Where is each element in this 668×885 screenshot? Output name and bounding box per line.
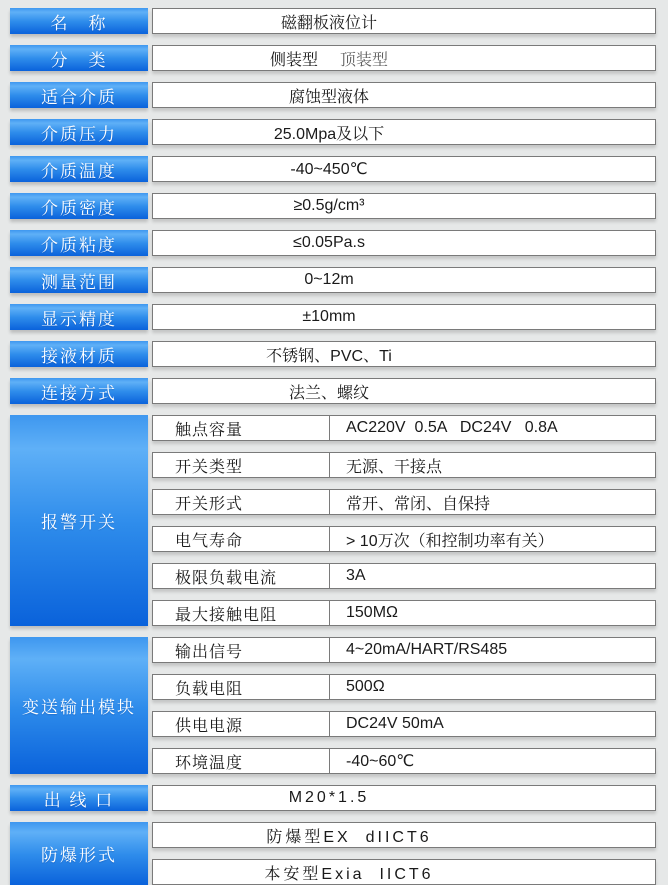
sub-value: 无源、干接点 bbox=[346, 458, 443, 476]
sub-label: 环境温度 bbox=[153, 749, 330, 773]
spec-value bbox=[152, 45, 656, 71]
sub-value: > 10万次（和控制功率有关） bbox=[346, 532, 554, 550]
group-label: 报警开关 bbox=[10, 415, 148, 626]
sub-row-max-contact-resistance bbox=[152, 600, 656, 626]
spec-value: 0~12m bbox=[152, 267, 656, 293]
group-label: 变送输出模块 bbox=[10, 637, 148, 774]
category-secondary: 顶装型 bbox=[340, 51, 389, 69]
spec-row-cable-entry bbox=[10, 785, 656, 811]
spec-value: 25.0Mpa及以下 bbox=[152, 119, 656, 145]
group-subrows bbox=[152, 822, 656, 885]
sub-value: -40~60℃ bbox=[346, 753, 415, 770]
sub-value: 3A bbox=[346, 567, 366, 584]
spec-group-transmitter-module bbox=[10, 637, 656, 774]
sub-label: 供电电源 bbox=[153, 712, 330, 736]
spec-group-alarm-switch bbox=[10, 415, 656, 626]
spec-label: 适合介质 bbox=[10, 82, 148, 108]
sub-row-output-signal bbox=[152, 637, 656, 663]
spec-row-medium-temperature bbox=[10, 156, 656, 182]
spec-row-suitable-medium bbox=[10, 82, 656, 108]
sub-label: 开关形式 bbox=[153, 490, 330, 514]
sub-row-limit-load-current bbox=[152, 563, 656, 589]
group-subrows bbox=[152, 415, 656, 626]
spec-label: 测量范围 bbox=[10, 267, 148, 293]
sub-row-intrinsic-safety-exia: 本安型Exia IICT6 bbox=[152, 859, 656, 885]
group-subrows bbox=[152, 637, 656, 774]
spec-label: 介质压力 bbox=[10, 119, 148, 145]
spec-label: 名 称 bbox=[10, 8, 148, 34]
sub-row-switch-type bbox=[152, 452, 656, 478]
spec-label: 接液材质 bbox=[10, 341, 148, 367]
sub-value: 150MΩ bbox=[346, 604, 398, 621]
spec-label: 介质温度 bbox=[10, 156, 148, 182]
spec-value: ±10mm bbox=[152, 304, 656, 330]
sub-label: 负载电阻 bbox=[153, 675, 330, 699]
spec-row-measuring-range bbox=[10, 267, 656, 293]
spec-row-name bbox=[10, 8, 656, 34]
sub-label: 极限负载电流 bbox=[153, 564, 330, 588]
spec-table bbox=[10, 8, 656, 885]
category-primary: 侧装型 bbox=[269, 51, 318, 69]
sub-row-explosion-proof-ex: 防爆型EX dIICT6 bbox=[152, 822, 656, 848]
sub-row-contact-capacity bbox=[152, 415, 656, 441]
spec-group-explosion-proof bbox=[10, 822, 656, 885]
spec-row-wetted-material bbox=[10, 341, 656, 367]
spec-row-display-accuracy bbox=[10, 304, 656, 330]
sub-label: 输出信号 bbox=[153, 638, 330, 662]
sub-value: 常开、常闭、自保持 bbox=[346, 495, 491, 513]
spec-row-category bbox=[10, 45, 656, 71]
sub-value: 4~20mA/HART/RS485 bbox=[346, 641, 508, 658]
spec-value: ≥0.5g/cm³ bbox=[152, 193, 656, 219]
sub-row-power-supply bbox=[152, 711, 656, 737]
spec-row-medium-viscosity bbox=[10, 230, 656, 256]
sub-value: 500Ω bbox=[346, 678, 385, 695]
spec-value: 腐蚀型液体 bbox=[152, 82, 656, 108]
spec-label: 介质粘度 bbox=[10, 230, 148, 256]
spec-row-connection-type bbox=[10, 378, 656, 404]
sub-row-electrical-life bbox=[152, 526, 656, 552]
spec-value: 磁翻板液位计 bbox=[152, 8, 656, 34]
spec-value: 法兰、螺纹 bbox=[152, 378, 656, 404]
spec-label: 介质密度 bbox=[10, 193, 148, 219]
spec-value: M20*1.5 bbox=[152, 785, 656, 811]
sub-row-switch-form bbox=[152, 489, 656, 515]
sub-value: DC24V 50mA bbox=[346, 715, 444, 732]
spec-row-medium-density bbox=[10, 193, 656, 219]
spec-value: 不锈钢、PVC、Ti bbox=[152, 341, 656, 367]
sub-row-load-resistance bbox=[152, 674, 656, 700]
sub-label: 开关类型 bbox=[153, 453, 330, 477]
group-label: 防爆形式 bbox=[10, 822, 148, 885]
sub-row-ambient-temperature bbox=[152, 748, 656, 774]
sub-label: 电气寿命 bbox=[153, 527, 330, 551]
spec-value: ≤0.05Pa.s bbox=[152, 230, 656, 256]
sub-label: 最大接触电阻 bbox=[153, 601, 330, 625]
sub-value: AC220V 0.5A DC24V 0.8A bbox=[346, 419, 558, 436]
spec-label: 显示精度 bbox=[10, 304, 148, 330]
spec-label: 连接方式 bbox=[10, 378, 148, 404]
spec-value: -40~450℃ bbox=[152, 156, 656, 182]
spec-row-medium-pressure bbox=[10, 119, 656, 145]
spec-label: 出 线 口 bbox=[10, 785, 148, 811]
sub-label: 触点容量 bbox=[153, 416, 330, 440]
spec-label: 分 类 bbox=[10, 45, 148, 71]
